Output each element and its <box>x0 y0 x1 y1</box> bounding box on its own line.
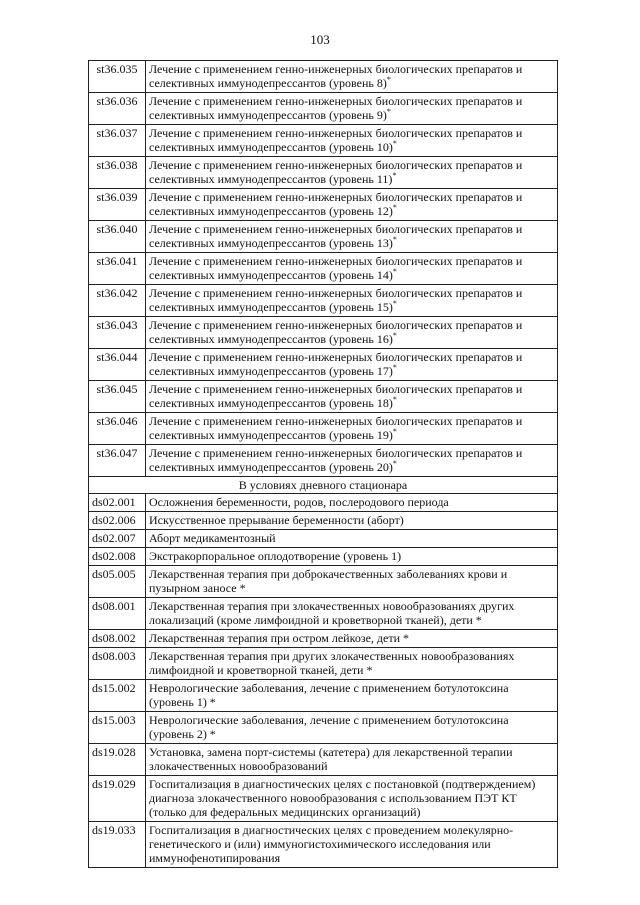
row-code: st36.044 <box>89 349 146 381</box>
row-code: ds15.003 <box>89 712 146 744</box>
row-description-text: Лечение с применением генно-инженерных биологических препаратов и селективных иммунодепрессантов (уровень 19) <box>149 414 523 442</box>
row-description <box>146 125 558 157</box>
row-description <box>146 285 558 317</box>
row-description <box>146 253 558 285</box>
row-code: ds02.001 <box>89 494 146 512</box>
footnote-mark: * <box>392 139 397 148</box>
row-code: ds02.008 <box>89 548 146 566</box>
table-row <box>89 680 558 712</box>
row-code: st36.047 <box>89 445 146 477</box>
row-code: ds08.003 <box>89 648 146 680</box>
table-row <box>89 566 558 598</box>
row-code: ds19.028 <box>89 744 146 776</box>
table-row <box>89 157 558 189</box>
footnote-mark: * <box>392 363 397 372</box>
table-row <box>89 530 558 548</box>
row-description-text: Аборт медикаментозный <box>149 531 276 545</box>
row-code: st36.036 <box>89 93 146 125</box>
table-row <box>89 317 558 349</box>
section-heading-row <box>89 477 558 494</box>
table-section-heading <box>89 477 558 494</box>
table-row <box>89 630 558 648</box>
row-code: st36.035 <box>89 61 146 93</box>
row-description-text: Лечение с применением генно-инженерных биологических препаратов и селективных иммунодепрессантов (уровень 15) <box>149 286 523 314</box>
row-description <box>146 530 558 548</box>
row-description <box>146 317 558 349</box>
row-description-text: Установка, замена порт-системы (катетера) для лекарственной терапии злокачественных новообразований <box>149 745 513 773</box>
row-code: ds08.001 <box>89 598 146 630</box>
row-description-text: Неврологические заболевания, лечение с применением ботулотоксина (уровень 1) * <box>149 681 509 709</box>
table-row <box>89 93 558 125</box>
row-description <box>146 776 558 822</box>
footnote-mark: * <box>392 427 397 436</box>
row-description <box>146 598 558 630</box>
table-section-ds <box>89 494 558 868</box>
table-row <box>89 381 558 413</box>
row-description <box>146 494 558 512</box>
table-row <box>89 822 558 868</box>
row-description <box>146 744 558 776</box>
row-description <box>146 712 558 744</box>
row-code: ds02.006 <box>89 512 146 530</box>
row-code: st36.042 <box>89 285 146 317</box>
table-row <box>89 648 558 680</box>
row-code: ds02.007 <box>89 530 146 548</box>
row-description-text: Искусственное прерывание беременности (аборт) <box>149 513 404 527</box>
row-description <box>146 157 558 189</box>
row-description-text: Лечение с применением генно-инженерных биологических препаратов и селективных иммунодепрессантов (уровень 8) <box>149 62 523 90</box>
table-row <box>89 445 558 477</box>
row-code: st36.039 <box>89 189 146 221</box>
row-description-text: Лечение с применением генно-инженерных биологических препаратов и селективных иммунодепрессантов (уровень 17) <box>149 350 523 378</box>
tariff-table <box>88 60 558 868</box>
footnote-mark: * <box>392 331 397 340</box>
table-row <box>89 285 558 317</box>
row-description <box>146 221 558 253</box>
row-code: ds08.002 <box>89 630 146 648</box>
row-description-text: Лечение с применением генно-инженерных биологических препаратов и селективных иммунодепрессантов (уровень 11) <box>149 158 523 186</box>
table-row <box>89 349 558 381</box>
footnote-mark: * <box>392 395 397 404</box>
row-code: st36.040 <box>89 221 146 253</box>
row-description-text: Лекарственная терапия при доброкачественных заболеваниях крови и пузырном заносе * <box>149 567 508 595</box>
row-description <box>146 189 558 221</box>
row-description-text: Лекарственная терапия при других злокачественных новообразованиях лимфоидной и кроветворной тканей, дети * <box>149 649 515 677</box>
table-section-st <box>89 61 558 477</box>
row-description-text: Лекарственная терапия при злокачественных новообразованиях других локализаций (кроме лимфоидной и кроветворной тканей), дети * <box>149 599 515 627</box>
row-code: st36.046 <box>89 413 146 445</box>
row-code: ds05.005 <box>89 566 146 598</box>
row-description <box>146 349 558 381</box>
table-row <box>89 598 558 630</box>
table-row <box>89 61 558 93</box>
row-description <box>146 445 558 477</box>
row-description-text: Лечение с применением генно-инженерных биологических препаратов и селективных иммунодепрессантов (уровень 12) <box>149 190 523 218</box>
row-description-text: Лечение с применением генно-инженерных биологических препаратов и селективных иммунодепрессантов (уровень 10) <box>149 126 523 154</box>
row-description-text: Лечение с применением генно-инженерных биологических препаратов и селективных иммунодепрессантов (уровень 13) <box>149 222 523 250</box>
table-row <box>89 125 558 157</box>
row-description <box>146 93 558 125</box>
row-description <box>146 512 558 530</box>
row-code: st36.038 <box>89 157 146 189</box>
footnote-mark: * <box>386 107 391 116</box>
footnote-mark: * <box>392 459 397 468</box>
row-code: ds15.002 <box>89 680 146 712</box>
row-code: ds19.033 <box>89 822 146 868</box>
row-description <box>146 548 558 566</box>
row-description <box>146 648 558 680</box>
footnote-mark: * <box>386 75 391 84</box>
row-code: ds19.029 <box>89 776 146 822</box>
row-description-text: Госпитализация в диагностических целях с постановкой (подтверждением) диагноза злокачественного новообразования с использованием ПЭТ КТ (только для федеральных медицинских организаций) <box>149 777 536 819</box>
row-code: st36.041 <box>89 253 146 285</box>
table-row <box>89 512 558 530</box>
row-code: st36.037 <box>89 125 146 157</box>
table-row <box>89 221 558 253</box>
footnote-mark: * <box>392 299 397 308</box>
row-description-text: Неврологические заболевания, лечение с применением ботулотоксина (уровень 2) * <box>149 713 509 741</box>
row-description <box>146 680 558 712</box>
row-description <box>146 61 558 93</box>
table-row <box>89 189 558 221</box>
footnote-mark: * <box>392 171 397 180</box>
footnote-mark: * <box>392 267 397 276</box>
row-description-text: Лечение с применением генно-инженерных биологических препаратов и селективных иммунодепрессантов (уровень 18) <box>149 382 523 410</box>
row-description-text: Лечение с применением генно-инженерных биологических препаратов и селективных иммунодепрессантов (уровень 14) <box>149 254 523 282</box>
row-description <box>146 566 558 598</box>
footnote-mark: * <box>392 203 397 212</box>
table-row <box>89 413 558 445</box>
table-row <box>89 712 558 744</box>
row-description <box>146 822 558 868</box>
row-description-text: Лекарственная терапия при остром лейкозе, дети * <box>149 631 409 645</box>
row-description-text: Осложнения беременности, родов, послеродового периода <box>149 495 449 509</box>
table-row <box>89 776 558 822</box>
row-description-text: Лечение с применением генно-инженерных биологических препаратов и селективных иммунодепрессантов (уровень 16) <box>149 318 523 346</box>
row-description <box>146 381 558 413</box>
row-description-text: Экстракорпоральное оплодотворение (уровень 1) <box>149 549 402 563</box>
row-description-text: Лечение с применением генно-инженерных биологических препаратов и селективных иммунодепрессантов (уровень 20) <box>149 446 523 474</box>
table-row <box>89 253 558 285</box>
table-row <box>89 744 558 776</box>
row-description <box>146 630 558 648</box>
section-heading: В условиях дневного стационара <box>89 477 558 494</box>
row-code: st36.045 <box>89 381 146 413</box>
table-row <box>89 548 558 566</box>
page-number: 103 <box>310 32 330 47</box>
row-description-text: Госпитализация в диагностических целях с проведением молекулярно-генетического и (или) иммуногистохимического исследования или иммунофенотипирования <box>149 823 514 865</box>
row-code: st36.043 <box>89 317 146 349</box>
row-description <box>146 413 558 445</box>
footnote-mark: * <box>392 235 397 244</box>
row-description-text: Лечение с применением генно-инженерных биологических препаратов и селективных иммунодепрессантов (уровень 9) <box>149 94 523 122</box>
table-row <box>89 494 558 512</box>
